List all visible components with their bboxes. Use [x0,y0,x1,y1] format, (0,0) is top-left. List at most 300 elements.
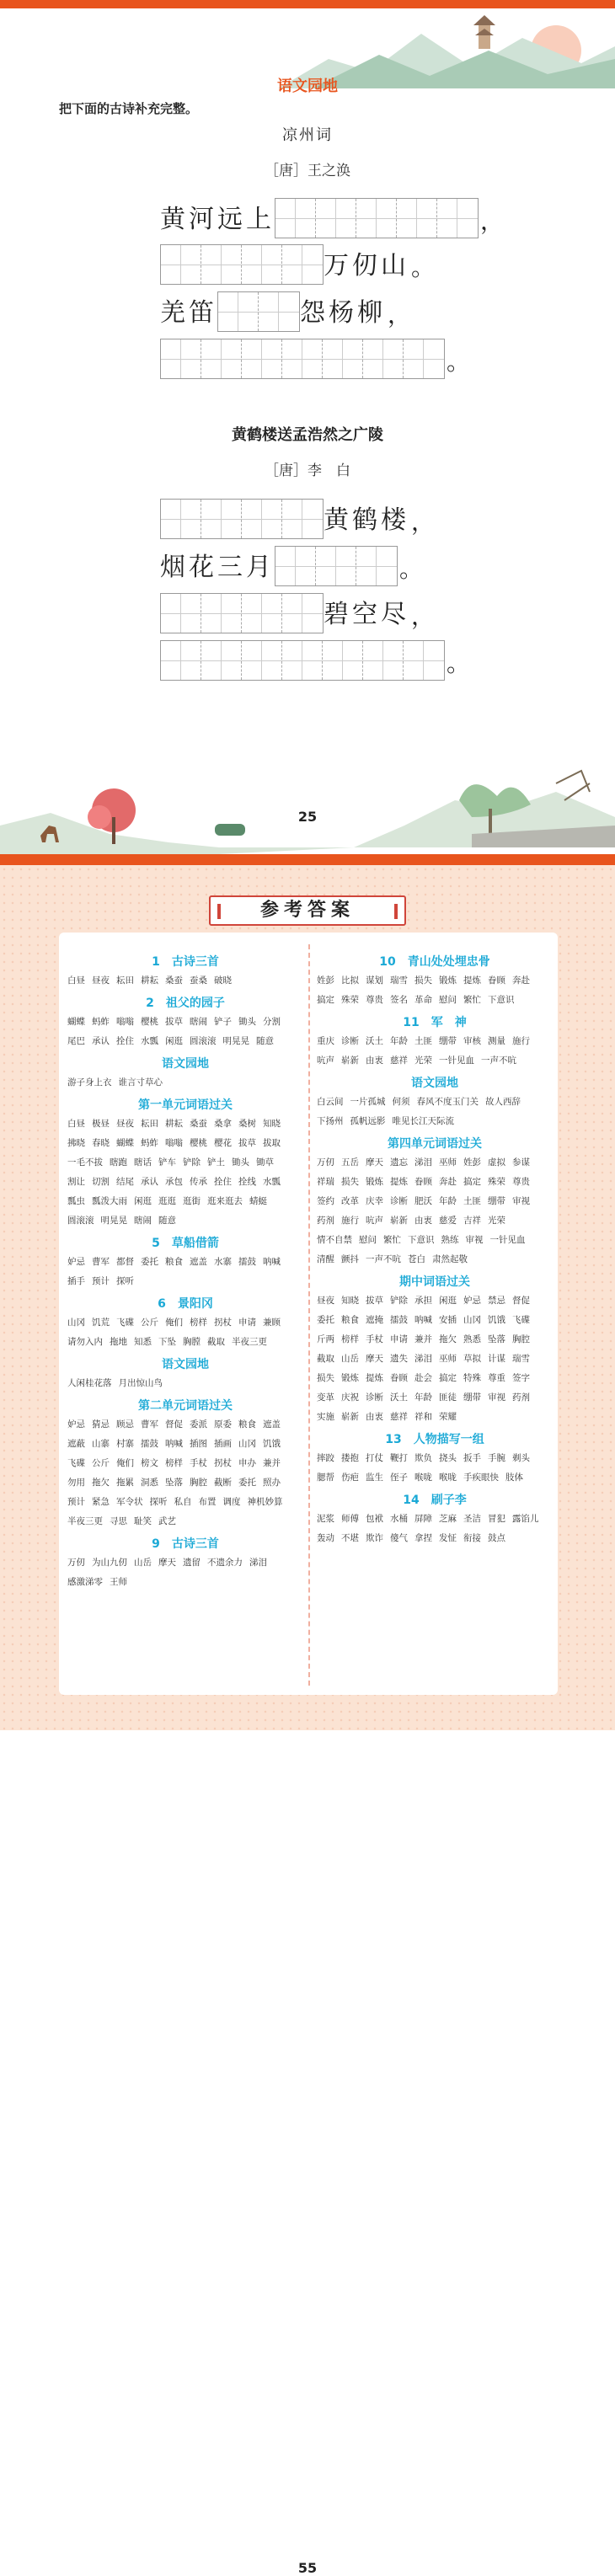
writing-box[interactable] [242,500,282,538]
answer-word: 眷顾 [390,1373,408,1383]
writing-box[interactable] [282,641,323,680]
writing-box[interactable] [316,547,356,585]
answer-word: 欺负 [414,1453,432,1463]
answer-word: 胸腔 [190,1478,207,1488]
poem1-line-2 [160,243,435,285]
answer-word: 涕泪 [249,1558,267,1568]
answer-word: 崭新 [341,1056,359,1066]
answer-word: 蜻蜓 [249,1196,267,1206]
writing-box-group[interactable] [275,198,479,238]
line-text-before: 烟花三月 [160,553,275,582]
answer-word: 万仞 [317,1157,334,1168]
answer-word: 王师 [110,1577,127,1587]
answer-word: 插画 [214,1439,232,1449]
answer-word: 瞎跑 [110,1157,127,1168]
writing-box[interactable] [201,245,242,284]
answer-word: 苍白 [408,1254,425,1264]
answer-word: 委派 [190,1419,207,1430]
punctuation: ， [411,508,436,536]
answer-word: 感激涕零 [67,1577,103,1587]
answer-word: 预计 [67,1497,85,1507]
answer-word: 搞定 [463,1177,481,1187]
answer-word: 俺们 [116,1458,134,1468]
answer-word: 土匪 [463,1196,481,1206]
answer-word: 摩天 [366,1157,383,1168]
answer-word: 禁忌 [488,1296,505,1306]
poem2-line-1 [160,497,435,539]
answer-word: 谁言寸草心 [118,1077,163,1088]
answer-section-title: 第二单元词语过关 [138,1399,233,1413]
writing-box-group[interactable] [160,640,445,681]
answer-word: 打仗 [366,1453,383,1463]
answer-word: 桑拿 [214,1119,232,1129]
answer-word: 革命 [414,995,432,1005]
writing-box-group[interactable] [160,339,445,379]
answer-word: 搞定 [439,1373,457,1383]
answer-word: 监生 [366,1472,383,1483]
answer-word: 嗡嗡 [165,1138,183,1148]
answer-word: 明晃晃 [100,1216,127,1226]
answer-word: 白昼 [67,1119,85,1129]
answer-word: 谋划 [366,975,383,986]
answer-word: 手杖 [190,1458,207,1468]
answer-word: 桑蚕 [190,1119,207,1129]
answer-word: 公斤 [141,1317,158,1328]
answer-word: 知悉 [134,1337,152,1347]
answer-word: 万仞 [67,1558,85,1568]
writing-box[interactable] [161,339,201,378]
answer-section-title: 第一单元词语过关 [138,1098,233,1112]
answer-word: 肥沃 [414,1196,432,1206]
answer-word: 比拟 [341,975,359,986]
answer-word: 殊荣 [341,995,359,1005]
answer-word: 坠落 [165,1478,183,1488]
answer-word: 耘田 [116,975,134,986]
answer-word: 瓢虫 [67,1196,85,1206]
answer-word: 拔草 [366,1296,383,1306]
answer-word: 赴会 [414,1373,432,1383]
answer-word: 尊贵 [512,1177,530,1187]
answer-word: 施行 [512,1036,530,1046]
answer-word: 签名 [390,995,408,1005]
answer-word: 肢体 [505,1472,523,1483]
answer-word: 锄头 [238,1017,256,1027]
answer-word: 飞碟 [512,1315,530,1325]
answer-word: 蝴蝶 [116,1138,134,1148]
answer-word: 斤两 [317,1334,334,1344]
answer-word: 唯见长江天际流 [392,1116,454,1126]
answer-word: 繁忙 [463,995,481,1005]
writing-box[interactable] [275,547,316,585]
answer-word-list [67,1374,303,1393]
answer-word: 摩天 [366,1354,383,1364]
writing-box[interactable] [437,199,478,238]
answer-word: 山冈 [463,1315,481,1325]
answer-word: 委托 [317,1315,334,1325]
answer-word: 摩天 [158,1558,176,1568]
answer-word: 明晃晃 [222,1036,249,1046]
answer-word: 逛来逛去 [207,1196,243,1206]
writing-box[interactable] [242,245,282,284]
answer-word: 随意 [158,1216,176,1226]
answer-word: 铲子 [214,1017,232,1027]
answer-word: 都督 [116,1257,134,1267]
punctuation: ， [388,301,412,329]
answer-word: 锄草 [256,1157,274,1168]
answer-word: 诊断 [341,1036,359,1046]
writing-box[interactable] [282,500,323,538]
answer-word: 颤抖 [341,1254,359,1264]
answer-word: 布置 [198,1497,217,1507]
answer-word-list [67,1013,303,1051]
answer-word: 闲逛 [165,1036,183,1046]
answer-word-list [317,1032,553,1071]
poem2-title: 黄鹤楼送孟浩然之广陵 [232,426,383,444]
answer-word: 插手 [67,1276,85,1286]
answer-section-title: 第四单元词语过关 [388,1137,482,1151]
answer-word: 山寨 [92,1439,110,1449]
answer-word: 师傅 [341,1514,359,1524]
writing-box[interactable] [201,339,242,378]
answer-section-title: 语文园地 [411,1077,458,1090]
answer-word: 挠头 [439,1453,457,1463]
writing-box[interactable] [161,500,201,538]
writing-box[interactable] [218,292,259,331]
writing-box[interactable] [201,641,242,680]
answer-section-title: 期中词语过关 [399,1275,470,1289]
answer-word: 摔跤 [317,1453,334,1463]
answer-word: 拖地 [110,1337,127,1347]
answer-word: 预计 [92,1276,110,1286]
answer-word: 绷带 [488,1196,505,1206]
writing-box[interactable] [363,339,404,378]
answer-word: 蚕桑 [190,975,207,986]
writing-box[interactable] [282,594,323,633]
answer-word: 慰问 [359,1235,377,1245]
answer-word: 妒忌 [67,1419,85,1430]
answer-word: 侄子 [390,1472,408,1483]
answer-word: 坠落 [488,1334,505,1344]
writing-box[interactable] [356,199,397,238]
writing-box-group[interactable] [275,546,398,586]
answer-word: 昼夜 [317,1296,334,1306]
answer-word: 慈祥 [390,1056,408,1066]
writing-box[interactable] [242,339,282,378]
writing-box[interactable] [356,547,397,585]
answer-word-list [67,1553,303,1592]
answer-word: 水瓢 [141,1036,158,1046]
answer-word: 月出惊山鸟 [118,1378,163,1388]
answer-word: 拔草 [165,1017,183,1027]
answer-word: 嗡嗡 [116,1017,134,1027]
answer-word-list [67,1415,303,1531]
answer-word: 拖欠 [92,1478,110,1488]
answer-word: 改革 [341,1196,359,1206]
answer-word: 庆幸 [366,1196,383,1206]
answer-word: 拖累 [116,1478,134,1488]
answer-section-title: 1 古诗三首 [152,955,219,969]
answer-word: 巫师 [439,1157,457,1168]
answer-word: 昼夜 [92,975,110,986]
answer-section-title: 11 军 神 [403,1016,467,1029]
writing-box[interactable] [404,339,444,378]
answer-word: 清醒 [317,1254,334,1264]
answer-word: 饥饿 [263,1439,281,1449]
writing-box[interactable] [161,245,201,284]
answer-word: 榜样 [190,1317,207,1328]
answer-word: 庆祝 [341,1392,359,1403]
punctuation: 。 [447,348,471,376]
answer-word: 由衷 [414,1216,432,1226]
answer-word: 搞定 [317,995,334,1005]
answer-word: 诊断 [366,1392,383,1403]
page-number: 25 [297,809,318,825]
punctuation: ， [480,207,505,235]
answer-word: 损失 [414,975,432,986]
answer-word: 一声不吭 [481,1056,516,1066]
punctuation: 。 [399,555,424,583]
answer-word: 铲土 [207,1157,225,1168]
answer-word: 年龄 [414,1392,432,1403]
answer-word: 尾巴 [67,1036,85,1046]
answer-word: 承担 [414,1296,432,1306]
answer-word: 委托 [238,1478,256,1488]
answer-word: 涕泪 [414,1354,432,1364]
answer-word: 手杖 [366,1334,383,1344]
answer-word: 蝴蝶 [67,1017,85,1027]
answer-key-page-55 [0,865,615,2576]
answer-word: 拴住 [214,1177,232,1187]
answer-word: 特殊 [463,1373,481,1383]
writing-box[interactable] [201,500,242,538]
answer-word: 军令状 [116,1497,143,1507]
top-orange-bar [0,0,615,8]
answer-word: 耘田 [141,1119,158,1129]
writing-box[interactable] [275,199,316,238]
answer-word: 吭声 [366,1216,383,1226]
writing-box[interactable] [404,641,444,680]
answer-word: 吭声 [317,1056,334,1066]
answer-word: 榜样 [341,1334,359,1344]
answer-word: 照办 [263,1478,281,1488]
answer-panel [59,933,558,1695]
answer-word: 慈祥 [390,1412,408,1422]
answer-word: 泥浆 [317,1514,334,1524]
answer-word: 插图 [190,1439,207,1449]
answer-word: 一针见血 [489,1235,526,1245]
answer-word: 调度 [222,1497,241,1507]
answer-word: 签约 [317,1196,334,1206]
writing-box-group[interactable] [160,499,324,539]
answer-word: 傻气 [390,1533,408,1543]
answer-word-list [317,1153,553,1269]
answer-section-title: 10 青山处处埋忠骨 [379,955,490,969]
answer-word: 榜样 [165,1458,183,1468]
writing-box[interactable] [323,641,363,680]
answer-word: 寻思 [110,1516,127,1526]
answer-word: 参谋 [512,1157,530,1168]
answer-word: 结尾 [116,1177,134,1187]
answer-word: 崭新 [341,1412,359,1422]
answer-word: 一片孤城 [350,1097,386,1107]
answer-word: 拐杖 [214,1317,232,1328]
answer-word: 承认 [92,1036,110,1046]
answer-word: 腮帮 [317,1472,334,1483]
answer-word: 截断 [214,1478,232,1488]
answer-word: 铲除 [183,1157,201,1168]
writing-box[interactable] [282,245,323,284]
answer-word: 铲车 [158,1157,176,1168]
answer-word: 草拟 [463,1354,481,1364]
answer-word-list [67,1073,303,1093]
answer-word: 勿用 [67,1478,85,1488]
answer-word: 瑞雪 [390,975,408,986]
answer-word: 损失 [341,1177,359,1187]
answer-word: 涕泪 [414,1157,432,1168]
answer-word: 实施 [317,1412,334,1422]
answer-word: 委托 [141,1257,158,1267]
answer-word: 鞭打 [390,1453,408,1463]
writing-box[interactable] [363,641,404,680]
answer-word: 荣耀 [439,1412,457,1422]
answer-word: 妒忌 [463,1296,481,1306]
answer-word: 一毛不拔 [67,1157,103,1168]
answer-word: 瓢泼大雨 [92,1196,127,1206]
answer-word: 闲逛 [439,1296,457,1306]
page-number: 55 [297,2560,318,2576]
writing-box[interactable] [201,594,242,633]
answer-word: 春风不度玉门关 [416,1097,479,1107]
answer-word: 探听 [149,1497,168,1507]
answer-word: 半夜三更 [67,1516,103,1526]
answer-word: 遮蔽 [67,1439,85,1449]
answer-word: 榜文 [141,1458,158,1468]
writing-box[interactable] [259,292,299,331]
answer-word: 下坠 [158,1337,176,1347]
answer-word: 神机妙算 [247,1497,283,1507]
answer-word: 督促 [165,1419,183,1430]
writing-box[interactable] [316,199,356,238]
answer-word: 村寨 [116,1439,134,1449]
answer-word: 截取 [207,1337,225,1347]
answer-word: 扳手 [463,1453,481,1463]
line-text-after: 黄鹤楼 [324,505,409,535]
answer-word: 分割 [263,1017,281,1027]
writing-box-group[interactable] [160,593,324,633]
answer-word: 施行 [341,1216,359,1226]
poem1-title: 凉州词 [282,126,333,144]
answer-word: 签字 [512,1373,530,1383]
writing-box[interactable] [397,199,437,238]
answer-word: 申办 [238,1458,256,1468]
answer-word: 闲逛 [134,1196,152,1206]
answer-word: 瑞雪 [512,1354,530,1364]
answer-word: 铲除 [390,1296,408,1306]
writing-box[interactable] [161,594,201,633]
answer-word: 山岳 [134,1558,152,1568]
answer-word: 白云间 [317,1097,344,1107]
writing-box[interactable] [282,339,323,378]
answer-word: 轰动 [317,1533,334,1543]
answer-section-title: 语文园地 [162,1358,209,1371]
answer-word: 喉咙 [439,1472,457,1483]
answer-word: 呐喊 [263,1257,281,1267]
answer-word: 知晓 [263,1119,281,1129]
answer-word: 山冈 [67,1317,85,1328]
answer-word: 樱花 [214,1138,232,1148]
answer-word: 知晓 [341,1296,359,1306]
answer-word: 测量 [488,1036,505,1046]
answer-word: 拴线 [238,1177,256,1187]
answer-word: 匪徒 [439,1392,457,1403]
answer-word: 耕耘 [141,975,158,986]
writing-box[interactable] [161,641,201,680]
writing-box[interactable] [242,641,282,680]
answer-word: 洞悉 [141,1478,158,1488]
answer-word-list [317,971,553,1010]
answer-word: 眷顾 [488,975,505,986]
answer-word: 探听 [116,1276,134,1286]
answer-word: 伤疤 [341,1472,359,1483]
answer-word-list [67,1313,303,1352]
answer-word: 审视 [488,1392,505,1403]
answer-word: 下意识 [488,995,515,1005]
answer-word: 游子身上衣 [67,1077,112,1088]
answer-word: 为山九仞 [92,1558,127,1568]
answer-word: 变革 [317,1392,334,1403]
answer-word: 吉祥 [463,1216,481,1226]
answer-word: 奔赴 [439,1177,457,1187]
answer-word: 锻炼 [366,1177,383,1187]
writing-box-group[interactable] [217,291,300,332]
answer-word: 妒忌 [67,1257,85,1267]
answer-word: 包袱 [366,1514,383,1524]
answer-word-list [317,1291,553,1427]
answer-word: 由衷 [366,1412,383,1422]
answer-word: 破晓 [214,975,232,986]
answer-word: 发怔 [439,1533,457,1543]
answer-word: 申请 [390,1334,408,1344]
answer-word-list [67,971,303,991]
answer-word: 计谋 [488,1354,505,1364]
answer-word-list [317,1449,553,1488]
answer-word: 拿捏 [414,1533,432,1543]
punctuation: ， [411,602,436,630]
answer-word: 土匪 [414,1036,432,1046]
answer-word: 不遗余力 [207,1558,243,1568]
answer-word: 饥荒 [92,1317,110,1328]
poem2-line-2 [160,544,423,586]
writing-box[interactable] [323,339,363,378]
answer-word: 俺们 [165,1317,183,1328]
writing-box-group[interactable] [160,244,324,285]
writing-box[interactable] [242,594,282,633]
answer-word: 药剂 [317,1216,334,1226]
answer-word: 搂抱 [341,1453,359,1463]
answer-word: 故人西辞 [485,1097,521,1107]
answer-word: 原委 [214,1419,232,1430]
answer-word: 芝麻 [439,1514,457,1524]
answer-word: 飞碟 [116,1317,134,1328]
answer-word: 桑蚕 [165,975,183,986]
answer-word: 绷带 [439,1036,457,1046]
poem2-line-4 [160,639,470,681]
line-text-after: 万仞山 [324,251,409,281]
answer-word: 鼓点 [488,1533,505,1543]
answer-word: 尊重 [488,1373,505,1383]
answer-word: 武艺 [158,1516,176,1526]
answer-word: 承认 [141,1177,158,1187]
